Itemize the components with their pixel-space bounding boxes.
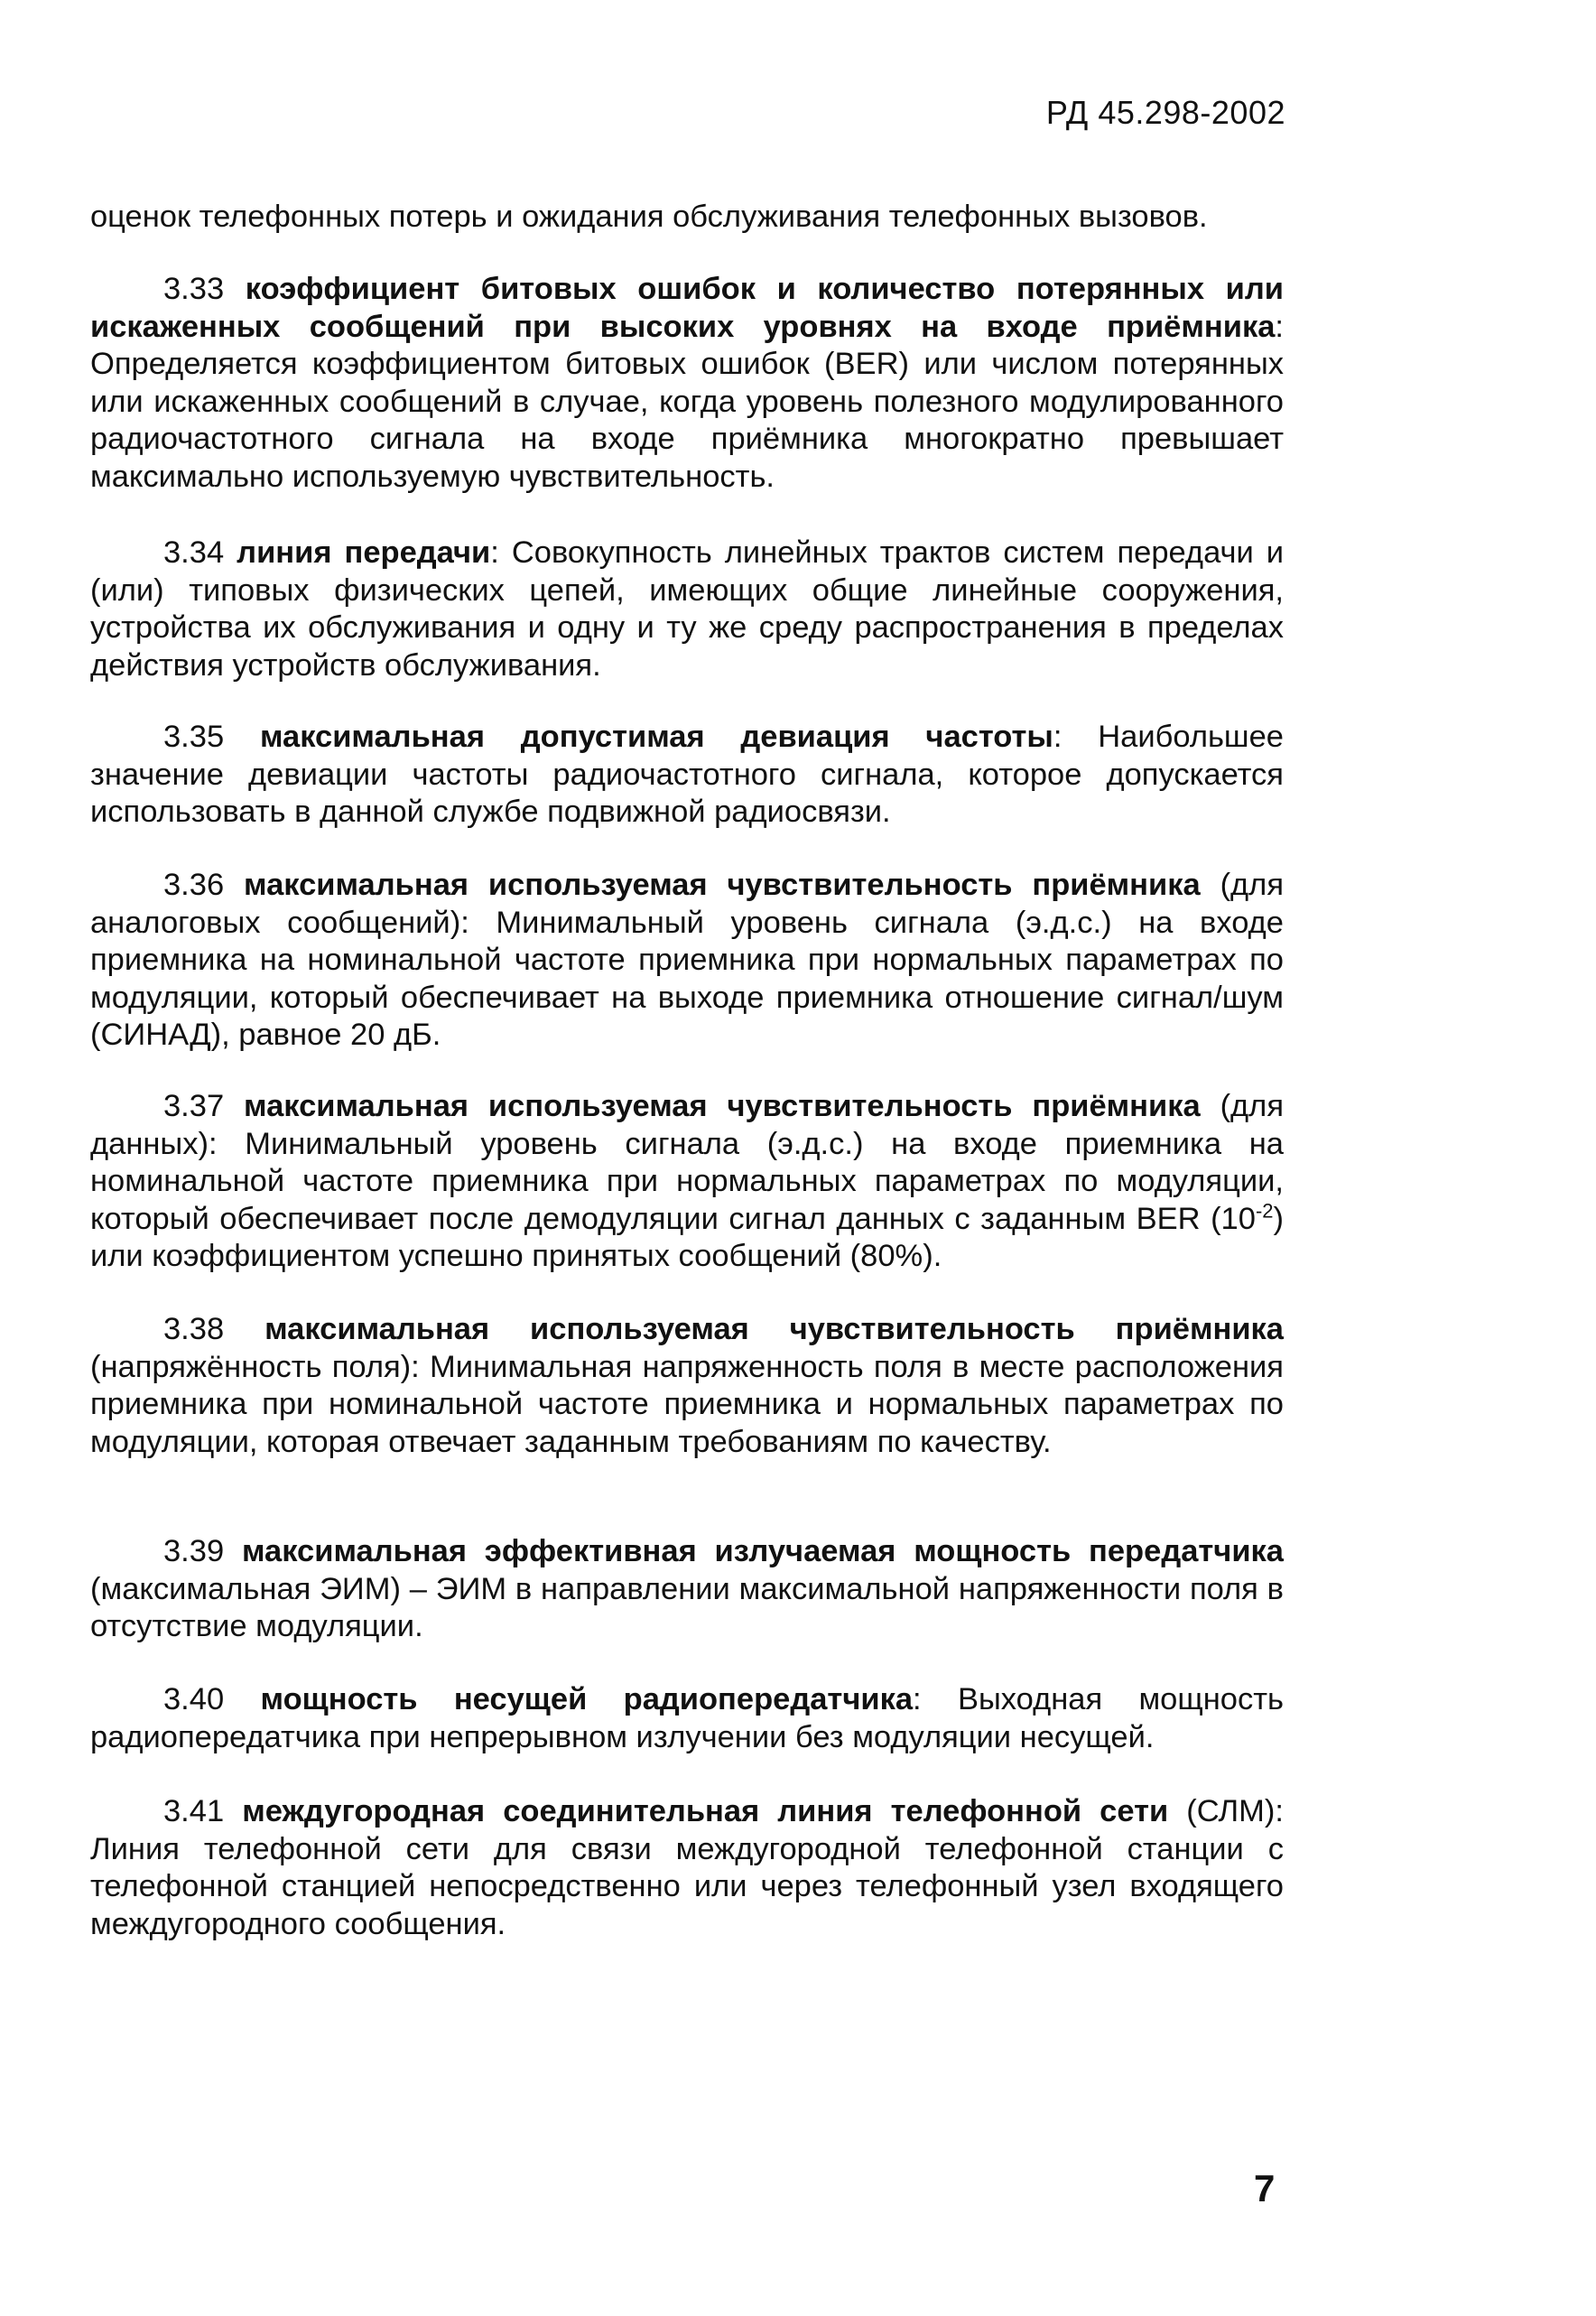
defined-term: мощность несущей радиопередатчика [260,1682,914,1716]
term-separator: : [1053,720,1062,754]
section-number: 3.33 [163,272,225,306]
definition-3-39 [90,1533,1284,1646]
exponent: -2 [1255,1199,1274,1222]
section-number: 3.41 [163,1794,225,1828]
term-qualifier: (для аналоговых сообщений): [90,868,1284,940]
defined-term: максимальная используемая чувствительность приёмника [264,1312,1284,1346]
term-separator: : [1275,309,1284,344]
defined-term: максимальная допустимая девиация частоты [259,720,1053,754]
page-number: 7 [1254,2167,1276,2209]
definition-text: ЭИМ в направлении максимальной напряженности поля в отсутствие модуляции. [90,1571,1284,1643]
definition-3-40 [90,1681,1284,1756]
defined-term: максимальная используемая чувствительность приёмника [244,868,1201,902]
definition-text: Выходная мощность радиопередатчика при непрерывном излучении без модуляции несущей. [90,1682,1285,1754]
definition-3-38 [90,1311,1284,1461]
term-qualifier: (СЛМ): [1186,1794,1284,1828]
defined-term: коэффициент битовых ошибок и количество потерянных или искаженных сообщений при высоких уровнях на входе приёмника [90,272,1284,344]
definition-text: Совокупность линейных трактов систем передачи и (или) типовых физических цепей, имеющих общие линейные сооружения, устройства их обслуживания и одну и ту же среду распространения в пределах действия устройств обслуживания. [90,535,1285,683]
definition-text: Минимальная напряженность поля в месте расположения приемника при номинальной частоте приемника и нормальных параметрах по модуляции, которая отвечает заданным требованиям по качеству. [90,1349,1284,1459]
section-number: 3.34 [163,535,225,570]
definition-text: Наибольшее значение девиации частоты радиочастотного сигнала, которое допускается использовать в данной службе подвижной радиосвязи. [90,720,1284,829]
definition-text: Минимальный уровень сигнала (э.д.с.) на входе приемника на номинальной частоте приемника при нормальных параметрах по модуляции, который обеспечивает после демодуляции сигнал данных с заданным BER (10 [90,1126,1284,1236]
continuation-paragraph [90,199,1284,237]
definition-text: Минимальный уровень сигнала (э.д.с.) на входе приемника на номинальной частоте приемника при нормальных параметрах по модуляции, который обеспечивает на выходе приемника отношение сигнал/шум (СИНАД), равное 20 дБ. [90,905,1284,1052]
term-qualifier: (максимальная ЭИМ) – [90,1571,427,1606]
section-number: 3.39 [163,1534,225,1568]
section-number: 3.37 [163,1089,225,1123]
term-separator: : [490,535,499,570]
section-number: 3.35 [163,720,225,754]
defined-term: линия передачи [237,535,491,570]
section-number: 3.36 [163,868,225,902]
definition-3-36 [90,867,1284,1055]
definition-text: Определяется коэффициентом битовых ошибок (BER) или числом потерянных или искаженных сообщений в случае, когда уровень полезного модулированного радиочастотного сигнала на входе приёмника многократно превышает максимально используемую чувствительность. [90,347,1284,494]
term-qualifier: (для данных): [90,1089,1284,1161]
defined-term: междугородная соединительная линия телефонной сети [242,1794,1169,1828]
definition-3-34 [90,535,1284,684]
document-code: РД 45.298-2002 [1045,94,1285,131]
defined-term: максимальная используемая чувствительность приёмника [244,1089,1201,1123]
definition-text: Линия телефонной сети для связи междугородной телефонной станции с телефонной станцией непосредственно или через телефонный узел входящего междугородного сообщения. [90,1831,1284,1941]
term-qualifier: (напряжённость поля): [90,1349,420,1384]
definition-3-35 [90,719,1284,832]
definition-3-41 [90,1793,1284,1943]
definition-text-end: ) или коэффициентом успешно принятых сообщений (80%). [90,1201,1284,1273]
defined-term: максимальная эффективная излучаемая мощность передатчика [241,1534,1284,1568]
section-number: 3.40 [163,1682,225,1716]
section-number: 3.38 [163,1312,225,1346]
paragraph-text: оценок телефонных потерь и ожидания обслуживания телефонных вызовов. [90,200,1208,234]
definition-3-33 [90,271,1284,496]
term-separator: : [913,1682,922,1716]
definition-3-37 [90,1088,1284,1276]
